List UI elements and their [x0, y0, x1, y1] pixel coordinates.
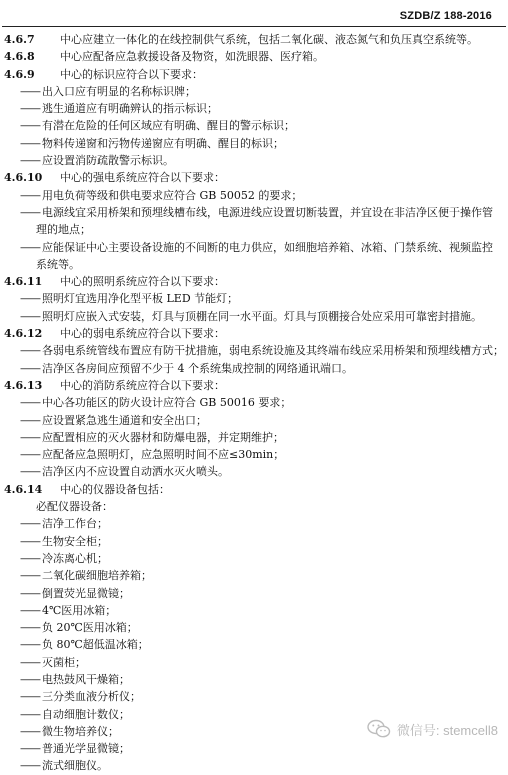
list-item — [0, 187, 508, 204]
line-text: 中心的弱电系统应符合以下要求： — [60, 327, 225, 341]
list-dash: —— — [20, 586, 40, 600]
list-dash: —— — [20, 136, 40, 150]
list-item — [0, 429, 508, 446]
clause-4-6-10 — [0, 169, 508, 186]
line-text: 系统等。 — [36, 257, 80, 271]
list-item — [0, 100, 508, 117]
watermark-text: 微信号: stemcell8 — [396, 722, 498, 738]
line-text: 应设置紧急逃生通道和安全出口； — [42, 413, 207, 427]
line-text: 应设置消防疏散警示标识。 — [42, 154, 174, 168]
list-item — [0, 688, 508, 705]
line-text: 灭菌柜； — [42, 655, 86, 669]
wechat-icon — [367, 719, 391, 739]
list-dash: —— — [20, 119, 40, 133]
list-dash: —— — [20, 102, 40, 116]
clause-number: 4.6.7 — [4, 33, 35, 46]
list-item — [0, 342, 508, 359]
line-text: 流式细胞仪。 — [42, 759, 108, 773]
list-item — [0, 619, 508, 636]
list-dash: —— — [20, 621, 40, 635]
list-dash: —— — [20, 742, 40, 756]
clause-4-6-14 — [0, 481, 508, 498]
list-item — [0, 636, 508, 653]
standard-code: SZDB/Z 188-2016 — [399, 10, 492, 22]
line-text: 应配备应急照明灯，应急照明时间不应≤30min； — [42, 448, 285, 462]
list-dash: —— — [20, 413, 40, 427]
list-item — [0, 360, 508, 377]
line-text: 用电负荷等级和供电要求应符合 GB 50052 的要求； — [42, 188, 303, 202]
list-item — [0, 290, 508, 307]
line-text: 中心应配备应急救援设备及物资，如洗眼器、医疗箱。 — [60, 50, 324, 64]
list-item — [0, 654, 508, 671]
line-text: 中心的仪器设备包括： — [60, 482, 170, 496]
line-text: 4℃医用冰箱； — [42, 603, 117, 617]
line-text: 冷冻离心机； — [42, 551, 108, 565]
list-item — [0, 757, 508, 774]
list-dash: —— — [20, 154, 40, 168]
line-text: 中心应建立一体化的在线控制供气系统，包括二氧化碳、液态氮气和负压真空系统等。 — [60, 33, 478, 46]
clause-4-6-7 — [0, 31, 508, 48]
list-item — [0, 671, 508, 688]
line-text: 中心的照明系统应符合以下要求： — [60, 275, 225, 289]
clause-4-6-13 — [0, 377, 508, 394]
list-item — [0, 117, 508, 134]
list-dash: —— — [20, 569, 40, 583]
document-body — [0, 31, 508, 775]
list-item-continuation — [0, 256, 508, 273]
list-dash: —— — [20, 240, 40, 254]
clause-number: 4.6.8 — [4, 50, 35, 64]
list-item — [0, 602, 508, 619]
line-text: 洁净工作台； — [42, 517, 108, 531]
list-dash: —— — [20, 205, 40, 219]
list-dash: —— — [20, 655, 40, 669]
line-text: 照明灯宜选用净化型平板 LED 节能灯； — [42, 292, 239, 306]
line-text: 负 80℃超低温冰箱； — [42, 638, 149, 652]
clause-number: 4.6.12 — [4, 327, 43, 341]
line-text: 有潜在危险的任何区域应有明确、醒目的警示标识； — [42, 119, 295, 133]
list-dash: —— — [20, 724, 40, 738]
header-rule — [2, 26, 506, 27]
clause-number: 4.6.14 — [4, 482, 43, 496]
list-item — [0, 515, 508, 532]
list-item — [0, 740, 508, 757]
list-item — [0, 533, 508, 550]
list-item — [0, 152, 508, 169]
line-text: 逃生通道应有明确辨认的指示标识； — [42, 102, 218, 116]
list-item — [0, 135, 508, 152]
list-dash: —— — [20, 361, 40, 375]
list-item — [0, 394, 508, 411]
list-dash: —— — [20, 188, 40, 202]
line-text: 三分类血液分析仪； — [42, 690, 141, 704]
list-item — [0, 463, 508, 480]
list-dash: —— — [20, 309, 40, 323]
line-text: 中心各功能区的防火设计应符合 GB 50016 要求； — [42, 396, 292, 410]
line-text: 二氧化碳细胞培养箱； — [42, 569, 152, 583]
line-text: 各弱电系统管线布置应有防干扰措施，弱电系统设施及其终端布线应采用桥架和预埋线槽方式； — [42, 344, 504, 358]
line-text: 自动细胞计数仪； — [42, 707, 130, 721]
list-item — [0, 204, 508, 221]
line-text: 出入口应有明显的名称标识牌； — [42, 84, 196, 98]
line-text: 中心的强电系统应符合以下要求： — [60, 171, 225, 185]
line-text: 倒置荧光显微镜； — [42, 586, 130, 600]
list-dash: —— — [20, 448, 40, 462]
line-text: 负 20℃医用冰箱； — [42, 621, 138, 635]
list-dash: —— — [20, 465, 40, 479]
watermark — [367, 719, 498, 739]
line-text: 物料传递窗和污物传递窗应有明确、醒目的标识； — [42, 136, 284, 150]
list-dash: —— — [20, 344, 40, 358]
list-item — [0, 585, 508, 602]
line-text: 电源线宜采用桥架和预埋线槽布线，电源进线应设置切断装置，并宜设在非洁净区便于操作管 — [42, 205, 493, 219]
list-dash: —— — [20, 517, 40, 531]
paragraph-line — [0, 498, 508, 515]
line-text: 洁净区各房间应预留不少于 4 个系统集成控制的网络通讯端口。 — [42, 361, 353, 375]
list-dash: —— — [20, 690, 40, 704]
list-item — [0, 308, 508, 325]
list-dash: —— — [20, 638, 40, 652]
line-text: 必配仪器设备： — [36, 500, 113, 514]
list-item — [0, 550, 508, 567]
clause-4-6-9 — [0, 66, 508, 83]
line-text: 中心的消防系统应符合以下要求： — [60, 378, 225, 392]
list-item — [0, 239, 508, 256]
line-text: 普通光学显微镜； — [42, 742, 130, 756]
list-item — [0, 412, 508, 429]
list-dash: —— — [20, 759, 40, 773]
list-item — [0, 83, 508, 100]
clause-4-6-12 — [0, 325, 508, 342]
list-dash: —— — [20, 707, 40, 721]
line-text: 应配置相应的灭火器材和防爆电器，并定期维护； — [42, 430, 284, 444]
line-text: 照明灯应嵌入式安装，灯具与顶棚在同一水平面。灯具与顶棚接合处应采用可靠密封措施。 — [42, 309, 482, 323]
list-dash: —— — [20, 430, 40, 444]
list-item — [0, 567, 508, 584]
line-text: 理的地点； — [36, 223, 91, 237]
list-dash: —— — [20, 292, 40, 306]
list-item-continuation — [0, 221, 508, 238]
clause-number: 4.6.9 — [4, 67, 35, 81]
clause-number: 4.6.13 — [4, 378, 43, 392]
list-dash: —— — [20, 534, 40, 548]
clause-4-6-8 — [0, 48, 508, 65]
line-text: 生物安全柜； — [42, 534, 108, 548]
line-text: 洁净区内不应设置自动洒水灭火喷头。 — [42, 465, 229, 479]
line-text: 微生物培养仪； — [42, 724, 119, 738]
clause-number: 4.6.11 — [4, 275, 43, 289]
line-text: 电热鼓风干燥箱； — [42, 672, 130, 686]
line-text: 应能保证中心主要设备设施的不间断的电力供应，如细胞培养箱、冰箱、门禁系统、视频监控 — [42, 240, 493, 254]
list-dash: —— — [20, 551, 40, 565]
clause-number: 4.6.10 — [4, 171, 43, 185]
clause-4-6-11 — [0, 273, 508, 290]
list-dash: —— — [20, 396, 40, 410]
line-text: 中心的标识应符合以下要求： — [60, 67, 203, 81]
list-dash: —— — [20, 84, 40, 98]
list-dash: —— — [20, 603, 40, 617]
list-item — [0, 446, 508, 463]
list-dash: —— — [20, 672, 40, 686]
